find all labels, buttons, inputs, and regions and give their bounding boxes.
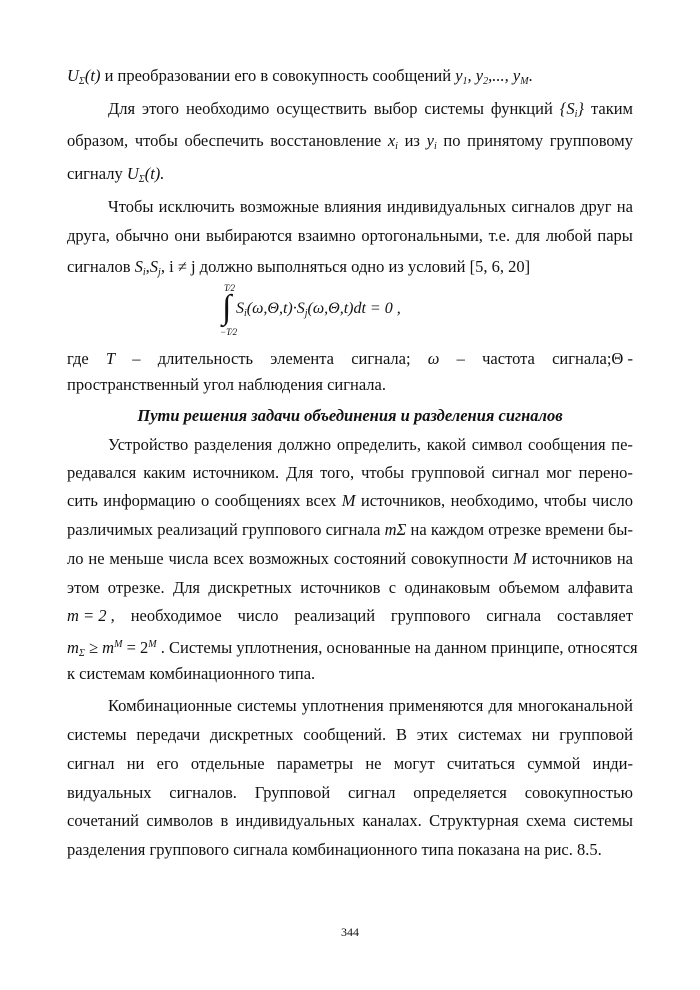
line-22: видуальных сигналов. Групповой сигнал определяется совокупностью xyxy=(67,783,633,802)
line-18: к системам комбинационного типа. xyxy=(67,664,316,683)
page-number: 344 xyxy=(341,925,359,939)
line-8: где T – длительность элемента сигнала; ω – частота сигнала;Θ - xyxy=(67,349,633,368)
math-y: y xyxy=(475,66,484,85)
integrand: $S_i(\omega,\Theta,t)\cdot S_j(\omega,\Theta,t)dt = 0$ , xyxy=(236,300,401,319)
orthogonality-formula xyxy=(222,283,442,343)
line-14: ло не меньше числа всех возможных состояний совокупности M источников на xyxy=(67,549,633,568)
line-5: Чтобы исключить возможные влияния индивидуальных сигналов друг на xyxy=(108,197,633,216)
line-1: $U_\Sigma(t)$ и преобразовании его в совокупность сообщений $y_1$, $y_2$,..., $y_M$. xyxy=(67,66,533,87)
line-3: образом, чтобы обеспечить восстановление $x_i$ из $y_i$ по принятому групповому xyxy=(67,131,633,152)
math-sub: 1 xyxy=(462,76,468,87)
line-17: $m_\Sigma \ge m^M = 2^M$ . Системы уплотнения, основанные на данном принципе, относятся xyxy=(67,638,638,659)
line-4: сигналу $U_\Sigma(t)$. xyxy=(67,164,165,185)
line-10: Устройство разделения должно определить, какой символ сообщения пе- xyxy=(108,435,633,454)
line-13: различимых реализаций группового сигнала mΣ на каждом отрезке времени бы- xyxy=(67,520,633,539)
line-19: Комбинационные системы уплотнения применяются для многоканальной xyxy=(108,696,633,715)
text: . xyxy=(528,66,533,85)
line-21: сигнал ни его отдельные параметры не могут считаться суммой инди- xyxy=(67,754,633,773)
section-heading: Пути решения задачи объединения и разделения сигналов xyxy=(137,406,563,425)
integral-sign: ∫ xyxy=(222,289,232,326)
math-sub: Σ xyxy=(78,76,85,87)
line-11: редавался каким источником. Для того, чтобы групповой сигнал мог перено- xyxy=(67,463,633,482)
math-y: y xyxy=(455,66,463,85)
math-sub: 2 xyxy=(483,76,489,87)
math-u: U xyxy=(67,66,79,85)
line-23: сочетаний символов в индивидуальных каналах. Структурная схема системы xyxy=(67,811,633,830)
math-arg: (t) xyxy=(84,66,101,85)
line-7: сигналов $S_i,S_j$, i ≠ j должно выполняться одно из условий [5, 6, 20] xyxy=(67,257,531,278)
line-6: друга, обычно они выбираются взаимно ортогональными, т.е. для любой пары xyxy=(67,226,633,245)
line-12: сить информацию о сообщениях всех M источников, необходимо, чтобы число xyxy=(67,491,633,510)
line-20: системы передачи дискретных сообщений. В этих системах ни групповой xyxy=(67,725,633,744)
text: и преобразовании его в совокупность сообщений xyxy=(100,66,456,85)
math-sub: M xyxy=(520,76,529,87)
math-y: y xyxy=(512,66,521,85)
lower-limit: −T⁄2 xyxy=(220,327,238,337)
upper-limit: T⁄2 xyxy=(224,283,236,293)
line-15: этом отрезке. Для дискретных источников с одинаковым объемом алфавита xyxy=(67,578,633,597)
line-24: разделения группового сигнала комбинационного типа показана на рис. 8.5. xyxy=(67,840,602,859)
line-2: Для этого необходимо осуществить выбор системы функций $\{S_i\}$ таким xyxy=(108,99,633,120)
line-16: m = 2 , необходимое число реализаций группового сигнала составляет xyxy=(67,606,633,625)
line-9: пространственный угол наблюдения сигнала. xyxy=(67,375,386,394)
